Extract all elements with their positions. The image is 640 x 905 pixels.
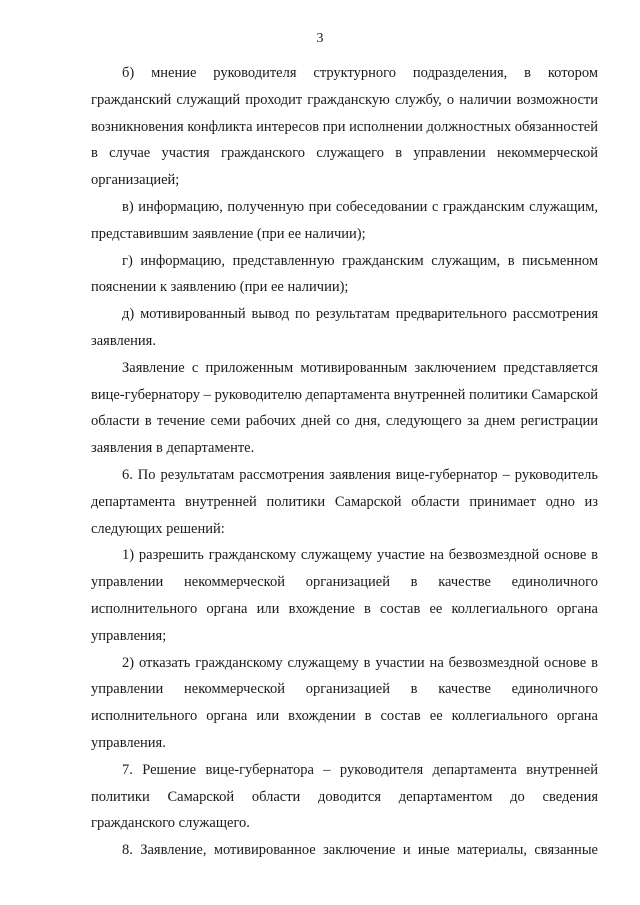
paragraph-application-submission: Заявление с приложенным мотивированным заключением представляется вице-губернатору – руководителю департамента внутренней политики Самарской области в течение семи рабочих дней со дня, следующего за днем регистрации заявления в департаменте. [91,359,598,457]
paragraph-item-g: г) информацию, представленную гражданским служащим, в письменном пояснении к заявлению (при ее наличии); [91,252,598,296]
paragraph-item-v: в) информацию, полученную при собеседовании с гражданским служащим, представившим заявление (при ее наличии); [91,198,598,242]
paragraph-clause-6: 6. По результатам рассмотрения заявления вице-губернатор – руководитель департамента внутренней политики Самарской области принимает одно из следующих решений: [91,466,598,537]
page-number: 3 [316,31,324,46]
paragraph-decision-2: 2) отказать гражданскому служащему в участии на безвозмездной основе в управлении некоммерческой организацией в качестве единоличного исполнительного органа или вхождении в состав ее коллегиального органа управления. [91,654,598,751]
paragraph-item-b: б) мнение руководителя структурного подразделения, в котором гражданский служащий проходит гражданскую службу, о наличии возможности возникновения конфликта интересов при исполнении должностных обязанностей в случае участия гражданского служащего в управлении некоммерческой организацией; [91,65,598,189]
paragraph-clause-7: 7. Решение вице-губернатора – руководителя департамента внутренней политики Самарской области доводится департаментом до сведения гражданского служащего. [91,761,598,832]
paragraph-decision-1: 1) разрешить гражданскому служащему участие на безвозмездной основе в управлении некоммерческой организацией в качестве единоличного исполнительного органа или вхождение в состав ее коллегиального органа управления; [91,547,598,644]
paragraph-item-d: д) мотивированный вывод по результатам предварительного рассмотрения заявления. [91,306,598,349]
document-body [91,60,598,864]
paragraph-clause-8: 8. Заявление, мотивированное заключение и иные материалы, связанные [122,842,598,859]
